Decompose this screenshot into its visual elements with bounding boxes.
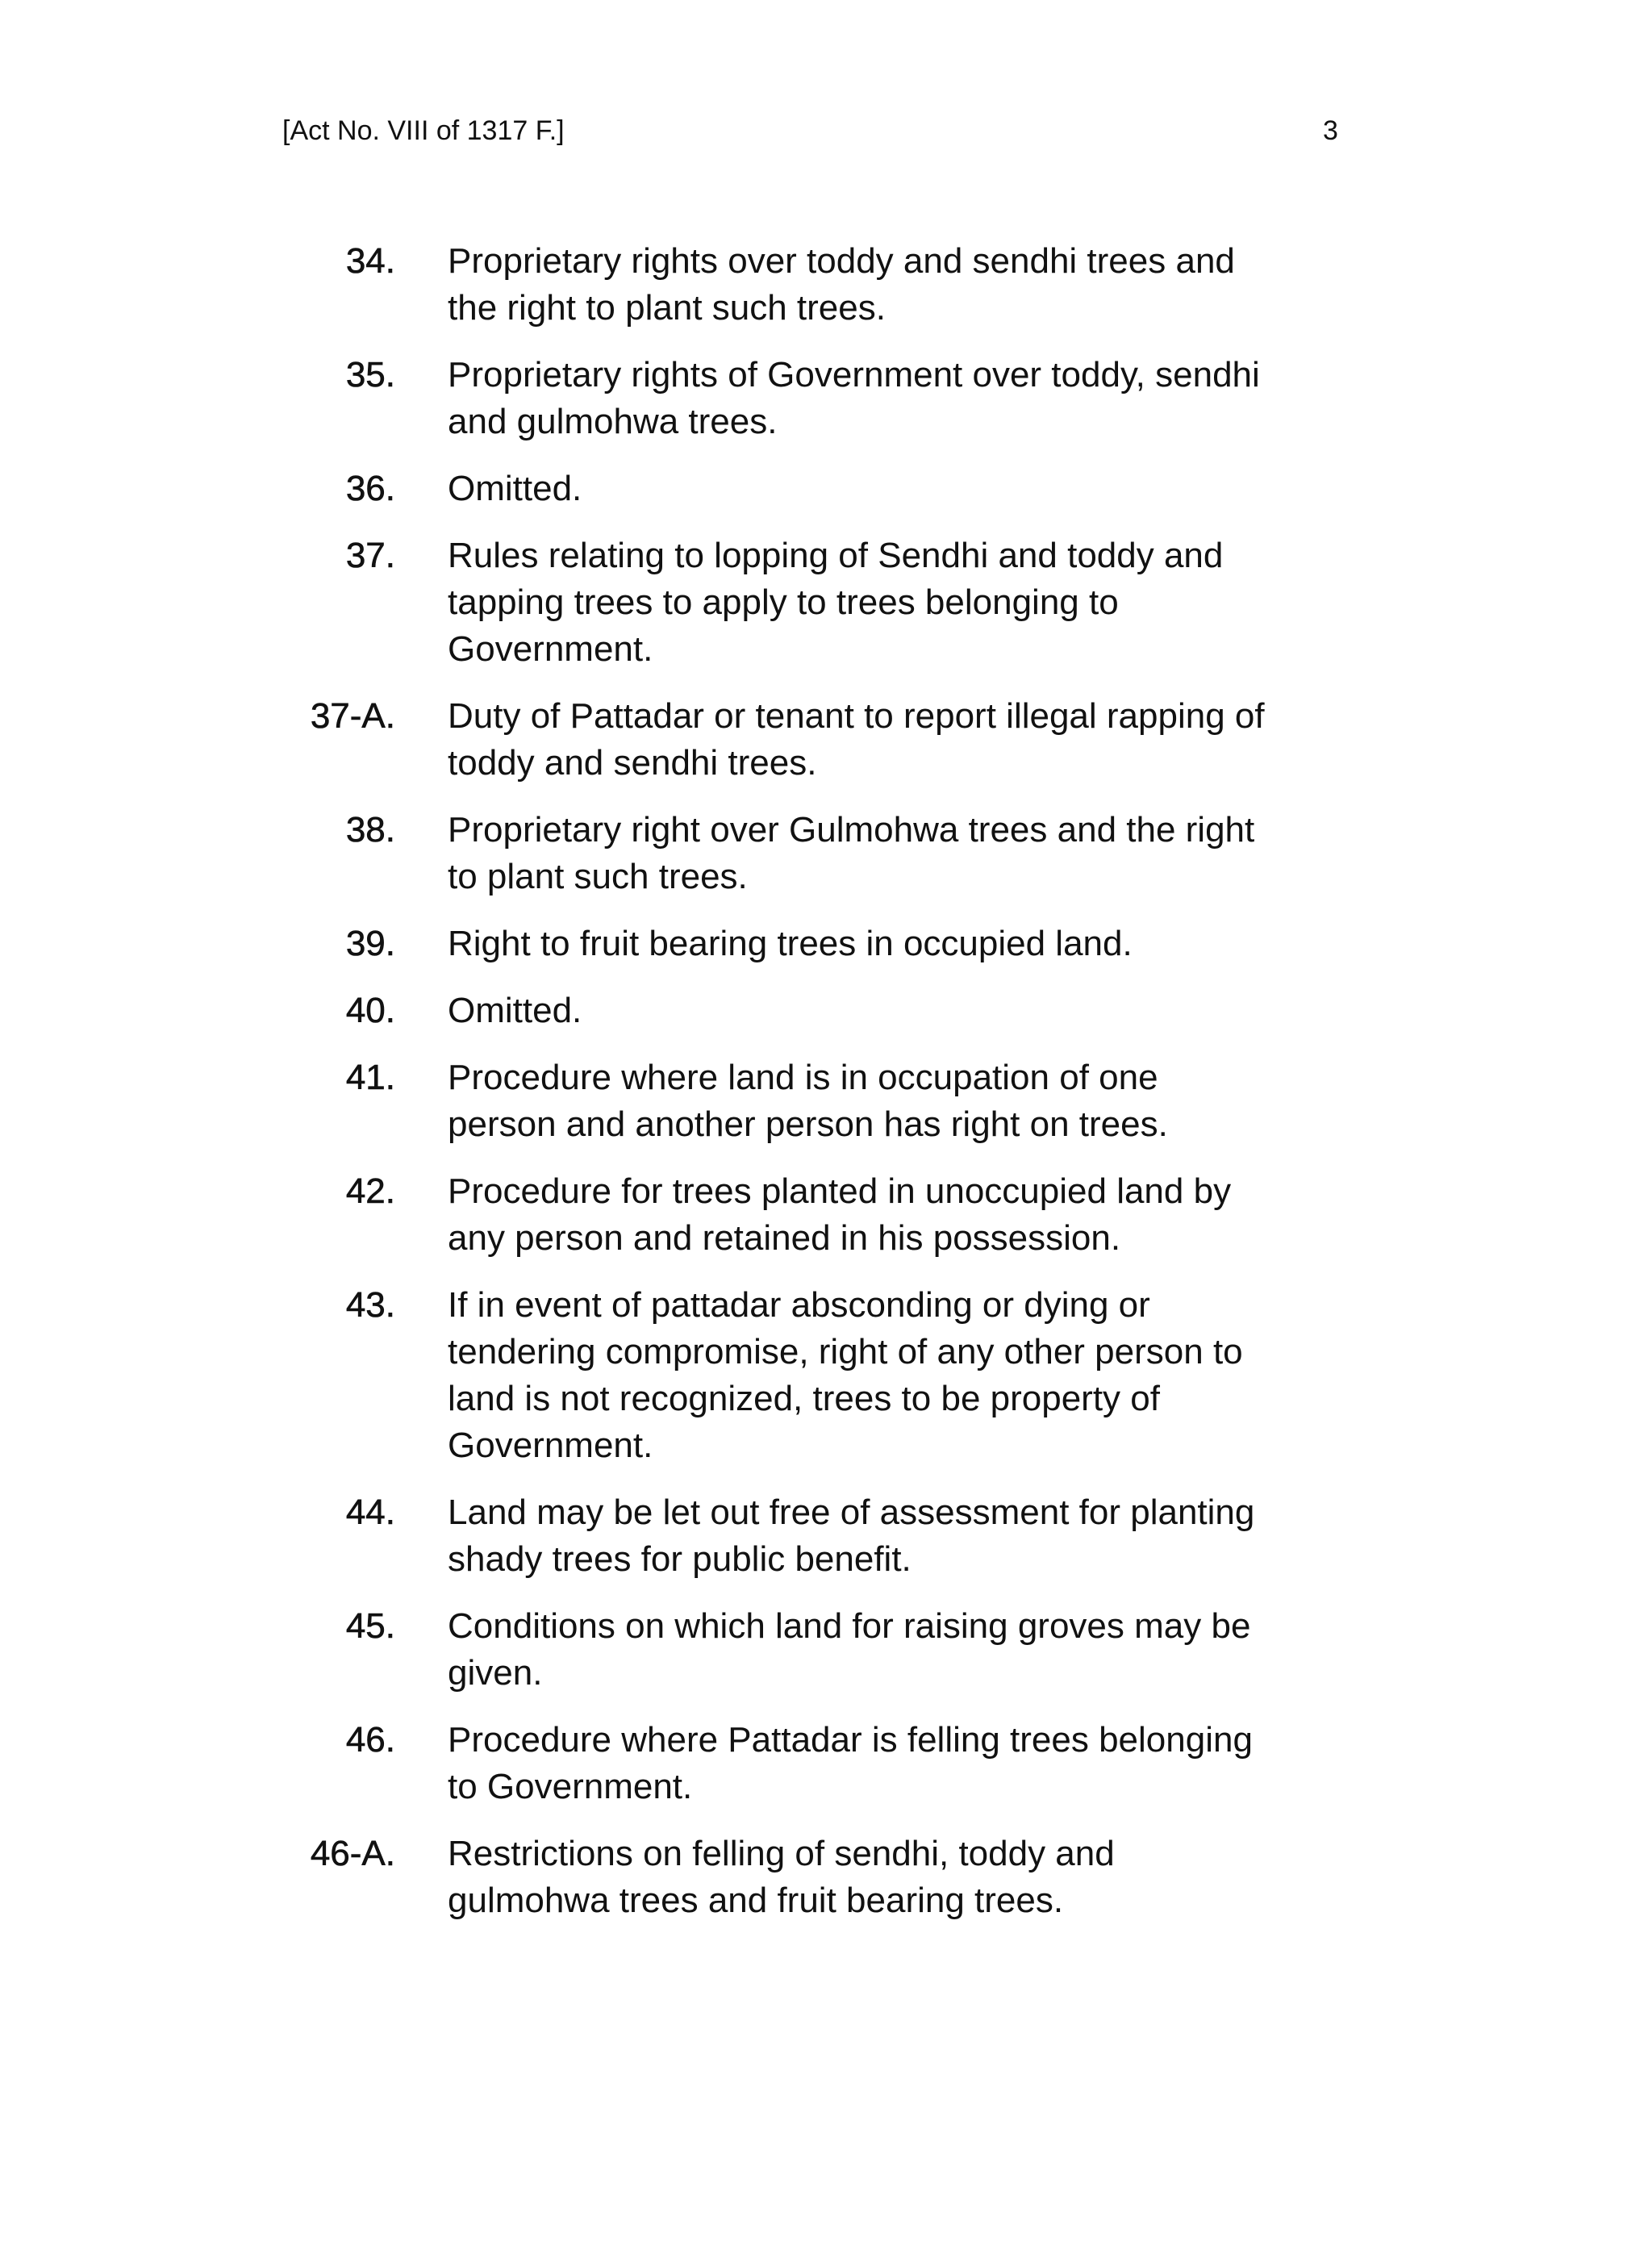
section-title-line: gulmohwa trees and fruit bearing trees. (448, 1881, 1064, 1920)
section-entry (307, 1489, 1355, 1583)
section-title (448, 693, 1319, 787)
section-title (448, 466, 1319, 512)
section-title (448, 1717, 1319, 1810)
section-entry (307, 352, 1355, 445)
section-entry (307, 1831, 1355, 1924)
section-entry (307, 1282, 1355, 1469)
section-title (448, 1282, 1319, 1469)
section-number: 39. (345, 924, 395, 963)
section-entry (307, 1603, 1355, 1697)
act-reference: [Act No. VIII of 1317 F.] (282, 115, 565, 146)
section-title-line: Procedure where land is in occupation of one (448, 1058, 1158, 1097)
section-title (448, 807, 1319, 900)
section-title-line: Duty of Pattadar or tenant to report illegal rapping of (448, 696, 1265, 736)
section-title-line: tendering compromise, right of any other person to (448, 1332, 1243, 1372)
section-title-line: toddy and sendhi trees. (448, 743, 817, 783)
section-number: 42. (345, 1171, 395, 1211)
section-entry (307, 921, 1355, 967)
section-title-line: the right to plant such trees. (448, 288, 886, 328)
section-title-line: Omitted. (448, 469, 582, 508)
section-number: 46-A. (310, 1834, 395, 1873)
section-title-line: land is not recognized, trees to be property of (448, 1379, 1160, 1418)
section-number: 35. (345, 355, 395, 395)
section-title-line: Restrictions on felling of sendhi, toddy and (448, 1834, 1115, 1873)
section-title-line: Right to fruit bearing trees in occupied land. (448, 924, 1133, 963)
section-entry (307, 1717, 1355, 1810)
section-number: 46. (345, 1720, 395, 1760)
section-title (448, 921, 1319, 967)
section-entry (307, 987, 1355, 1034)
section-number: 45. (345, 1606, 395, 1646)
section-title-line: Omitted. (448, 991, 582, 1030)
page-number: 3 (1323, 115, 1338, 146)
section-title-line: to plant such trees. (448, 857, 748, 896)
section-list (307, 238, 1355, 1944)
section-title-line: Conditions on which land for raising groves may be (448, 1606, 1251, 1646)
section-number: 34. (345, 241, 395, 281)
section-entry (307, 1054, 1355, 1148)
section-title-line: to Government. (448, 1767, 693, 1806)
section-title (448, 1603, 1319, 1697)
section-title-line: Proprietary rights over toddy and sendhi trees and (448, 241, 1235, 281)
section-number: 38. (345, 810, 395, 850)
section-title-line: Proprietary right over Gulmohwa trees and the right (448, 810, 1255, 850)
section-entry (307, 238, 1355, 332)
section-title (448, 1489, 1319, 1583)
section-title-line: person and another person has right on trees. (448, 1104, 1168, 1144)
section-title-line: If in event of pattadar absconding or dying or (448, 1285, 1150, 1325)
section-title-line: Rules relating to lopping of Sendhi and toddy and (448, 536, 1224, 575)
section-number: 40. (345, 991, 395, 1030)
section-entry (307, 466, 1355, 512)
section-title (448, 1168, 1319, 1262)
section-number: 37-A. (310, 696, 395, 736)
section-title-line: given. (448, 1653, 543, 1693)
section-title-line: and gulmohwa trees. (448, 402, 778, 441)
section-entry (307, 1168, 1355, 1262)
section-title-line: Procedure for trees planted in unoccupied land by (448, 1171, 1232, 1211)
section-title (448, 238, 1319, 332)
section-entry (307, 693, 1355, 787)
section-number: 41. (345, 1058, 395, 1097)
section-title (448, 352, 1319, 445)
section-title (448, 987, 1319, 1034)
section-title-line: tapping trees to apply to trees belonging to (448, 582, 1119, 622)
section-title-line: Land may be let out free of assessment for planting (448, 1493, 1255, 1532)
section-title (448, 1831, 1319, 1924)
section-title-line: Government. (448, 1426, 653, 1465)
section-number: 36. (345, 469, 395, 508)
section-title-line: Proprietary rights of Government over toddy, sendhi (448, 355, 1260, 395)
section-title-line: Procedure where Pattadar is felling trees belonging (448, 1720, 1253, 1760)
section-entry (307, 807, 1355, 900)
section-number: 43. (345, 1285, 395, 1325)
section-title (448, 1054, 1319, 1148)
section-title-line: any person and retained in his possession. (448, 1218, 1121, 1258)
section-title-line: shady trees for public benefit. (448, 1539, 912, 1579)
section-title-line: Government. (448, 629, 653, 669)
section-number: 44. (345, 1493, 395, 1532)
section-entry (307, 532, 1355, 673)
section-number: 37. (345, 536, 395, 575)
section-title (448, 532, 1319, 673)
